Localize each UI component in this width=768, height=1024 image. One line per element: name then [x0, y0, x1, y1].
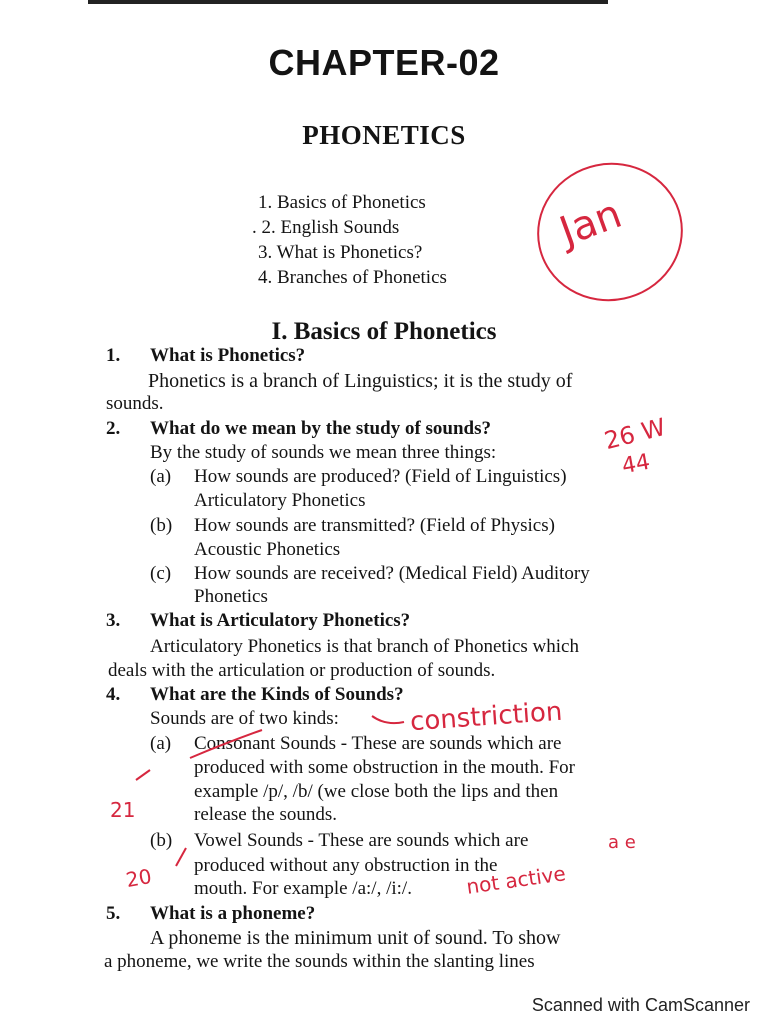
list-label: (b)	[150, 830, 173, 851]
answer-text: A phoneme is the minimum unit of sound. To show	[150, 927, 561, 949]
handwritten-note: a e	[608, 832, 636, 853]
question-number: 2.	[106, 418, 121, 439]
answer-text: By the study of sounds we mean three things:	[150, 442, 497, 463]
answer-text: Articulatory Phonetics is that branch of Phonetics which	[150, 636, 579, 657]
list-item: mouth. For example /a:/, /i:/.	[194, 878, 412, 899]
list-item: produced with some obstruction in the mouth. For	[194, 757, 576, 778]
tick-21	[136, 770, 150, 780]
toc-item: 3. What is Phonetics?	[258, 242, 423, 263]
list-item: Articulatory Phonetics	[194, 490, 366, 511]
list-item: produced without any obstruction in the	[194, 855, 498, 876]
question-number: 4.	[106, 684, 121, 705]
list-label: (a)	[150, 733, 172, 754]
list-item: example /p/, /b/ (we close both the lips and then	[194, 781, 559, 802]
toc-item: . 2. English Sounds	[252, 217, 400, 238]
list-item: Acoustic Phonetics	[194, 539, 341, 560]
answer-text: Phonetics is a branch of Linguistics; it is the study of	[148, 370, 573, 392]
list-label: (a)	[150, 466, 172, 487]
question-heading: What is a phoneme?	[150, 903, 316, 924]
scanner-watermark: Scanned with CamScanner	[531, 995, 750, 1015]
chapter-title: CHAPTER-02	[268, 42, 500, 83]
question-number: 3.	[106, 610, 121, 631]
handwritten-note: 21	[110, 798, 136, 822]
list-item: How sounds are received? (Medical Field) Auditory	[194, 563, 590, 584]
question-heading: What is Phonetics?	[150, 345, 306, 366]
answer-text: sounds.	[106, 393, 164, 414]
slash-vowel	[176, 848, 186, 866]
question-heading: What do we mean by the study of sounds?	[150, 418, 492, 439]
list-item: Vowel Sounds - These are sounds which are	[194, 830, 529, 851]
question-number: 1.	[106, 345, 121, 366]
answer-text: Sounds are of two kinds:	[150, 708, 339, 729]
toc-item: 4. Branches of Phonetics	[258, 267, 447, 288]
section-title: I. Basics of Phonetics	[271, 318, 497, 345]
question-heading: What is Articulatory Phonetics?	[150, 610, 411, 631]
list-label: (b)	[150, 515, 173, 536]
question-number: 5.	[106, 903, 121, 924]
mark-consonant	[372, 716, 404, 723]
answer-text: a phoneme, we write the sounds within the slanting lines	[104, 951, 535, 972]
list-item: release the sounds.	[194, 804, 337, 825]
underline-consonant	[190, 730, 262, 758]
toc-item: 1. Basics of Phonetics	[258, 192, 426, 213]
list-item: How sounds are produced? (Field of Linguistics)	[194, 466, 567, 487]
subject-title: PHONETICS	[302, 120, 466, 150]
initials-annotation: Jan	[553, 190, 628, 256]
list-item: Consonant Sounds - These are sounds which are	[194, 733, 562, 754]
handwritten-note: not active	[464, 861, 568, 899]
question-heading: What are the Kinds of Sounds?	[150, 684, 404, 705]
list-item: Phonetics	[194, 586, 268, 607]
list-item: How sounds are transmitted? (Field of Physics)	[194, 515, 555, 536]
handwritten-note: constriction	[409, 696, 564, 738]
list-label: (c)	[150, 563, 172, 584]
handwritten-note: 44	[620, 449, 652, 480]
answer-text: deals with the articulation or production of sounds.	[108, 660, 496, 681]
handwritten-note: 20	[124, 863, 154, 893]
handwritten-note: 26 W	[601, 412, 669, 456]
